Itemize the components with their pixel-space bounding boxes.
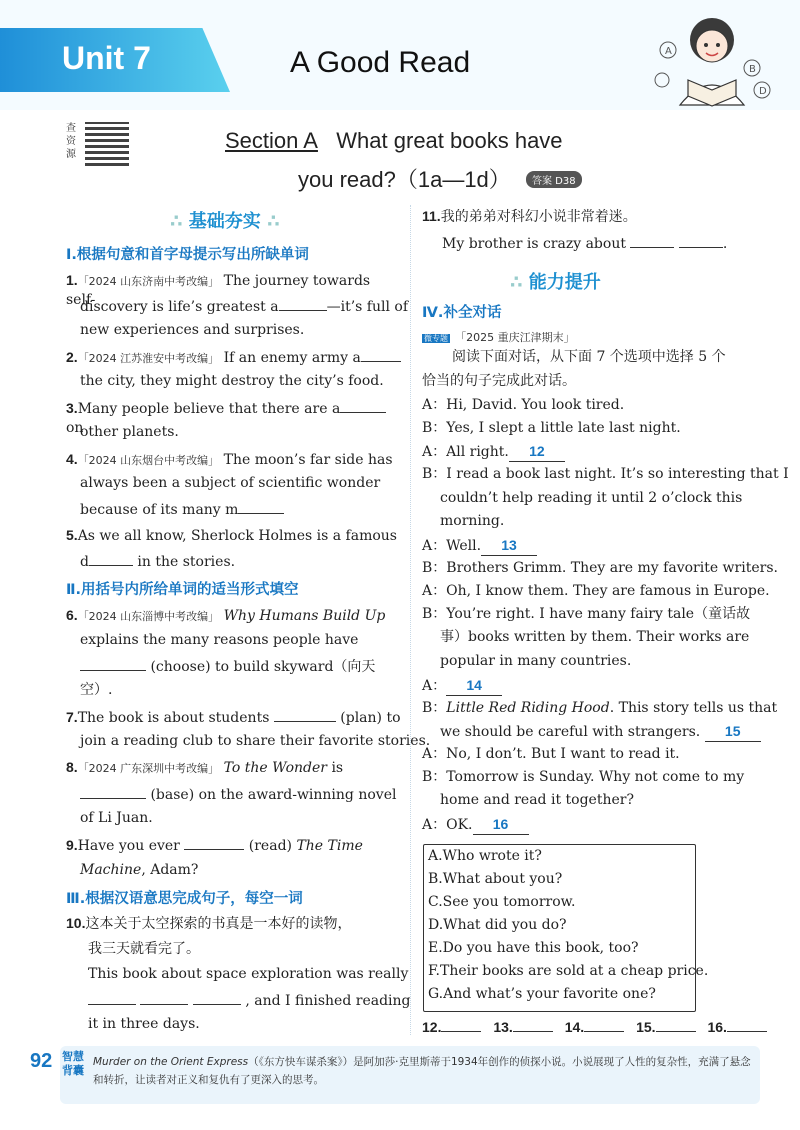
question-8-line3: of Li Juan. [80,810,153,826]
dialog-line-3: A：All right. 12 [422,442,565,462]
section-subtitle-1: What great books have [336,128,563,153]
section-label: Section A [225,128,318,153]
part4-intro-1: 阅读下面对话，从下面 7 个选项中选择 5 个 [452,349,726,365]
question-7: 7.The book is about students (plan) to [66,709,401,726]
question-3-line2: other planets. [80,424,179,440]
dialog-line-8b: 事）books written by them. Their works are [440,629,750,645]
dialog-line-1: A：Hi, David. You look tired. [422,397,625,413]
question-5-line2: d in the stories. [80,551,235,572]
page-title: A Good Read [290,46,471,79]
question-4: 4.「2024 山东烟台中考改编」 The moon’s far side has [66,451,393,468]
dialog-line-9: A： 14 [422,676,502,696]
blank-15[interactable]: 15 [705,722,761,742]
question-6-line2: explains the many reasons people have [80,632,359,648]
dialog-line-8: B：You’re right. I have many fairy tale（童话故 [422,606,751,622]
question-10-line3: This book about space exploration was really [88,966,409,982]
basic-heading: ∴ 基础夯实 ∴ [170,211,280,232]
part1-heading: Ⅰ.根据句意和首字母提示写出所缺单词 [66,247,309,263]
question-6-line3: (choose) to build skyward（向天 [80,656,375,677]
column-divider [410,205,411,1035]
question-1-line3: new experiences and surprises. [80,322,305,338]
answer-blank-16[interactable] [727,1017,767,1032]
question-6: 6.「2024 山东淄博中考改编」 Why Humans Build Up [66,607,386,624]
unit-label: Unit 7 [62,40,151,76]
dialog-line-7: A：Oh, I know them. They are famous in Europe. [422,583,770,599]
part4-source: 微专题 「2025 重庆江津期末」 [424,331,575,344]
blank-14[interactable]: 14 [446,676,502,696]
question-2: 2.「2024 江苏淮安中考改编」 If an enemy army a [66,347,406,368]
option-d: D.What did you do? [428,917,567,933]
blank-16[interactable]: 16 [473,815,529,835]
answer-blank-14[interactable] [584,1017,624,1032]
question-9-line2: Machine, Adam? [80,862,199,878]
question-9: 9.Have you ever (read) The Time [66,837,363,854]
answer-blank-15[interactable] [656,1017,696,1032]
svg-text:D: D [759,86,767,97]
question-2-line2: the city, they might destroy the city’s food. [80,373,384,389]
qr-code-icon[interactable] [85,122,129,166]
dialog-line-5: A：Well. 13 [422,536,537,556]
qr-label: 查资源 [66,123,76,160]
ability-heading: ∴ 能力提升 [510,272,601,293]
question-10-line5: it in three days. [88,1016,200,1032]
option-c: C.See you tomorrow. [428,894,576,910]
option-e: E.Do you have this book, too? [428,940,639,956]
svg-text:A: A [665,46,672,57]
question-1: 1.「2024 山东济南中考改编」 The journey towards self- [66,272,371,308]
answer-row: 12. 13. 14. 15. 16. [422,1017,767,1037]
blank-13[interactable]: 13 [481,536,537,556]
page-number: 92 [30,1050,53,1072]
girl-reading-illustration [640,10,780,110]
question-4-line3: because of its many m [80,499,284,520]
part4-intro-2: 恰当的句子完成此对话。 [422,373,576,389]
option-g: G.And what’s your favorite one? [428,986,656,1002]
dialog-line-4b: couldn’t help reading it until 2 o’clock this [440,490,743,506]
dialog-line-10b: we should be careful with strangers. 15 [440,722,761,742]
question-7-line2: join a reading club to share their favorite stories. [80,733,431,749]
question-10-line4: , and I finished reading [88,990,411,1011]
question-8-line2: (base) on the award-winning novel [80,784,396,805]
dialog-line-12: B：Tomorrow is Sunday. Why not come to my [422,769,745,785]
answer-blank-12[interactable] [441,1017,481,1032]
section-title [225,128,563,154]
dialog-line-4: B：I read a book last night. It’s so interesting that I [422,466,789,482]
option-a: A.Who wrote it? [428,848,542,864]
section-subtitle-2: you read?（1a—1d） [298,167,511,192]
footer-tag: 智慧背囊 [62,1050,84,1077]
question-10: 10.这本关于太空探索的书真是一本好的读物， [66,915,352,932]
option-b: B.What about you? [428,871,563,887]
answer-badge[interactable]: 答案 D38 [526,171,582,188]
dialog-line-12b: home and read it together? [440,792,634,808]
dialog-line-10: B：Little Red Riding Hood. This story tells us that [422,700,778,716]
question-11: 11.我的弟弟对科幻小说非常着迷。 [422,208,637,225]
question-4-line2: always been a subject of scientific wonder [80,475,381,491]
dialog-line-6: B：Brothers Grimm. They are my favorite writers. [422,560,778,576]
svg-text:B: B [749,64,756,75]
dialog-line-8c: popular in many countries. [440,653,632,669]
part3-heading: Ⅲ.根据汉语意思完成句子，每空一词 [66,891,303,907]
question-1-line2: discovery is life’s greatest a —it’s full of [80,296,410,317]
question-3: 3.Many people believe that there are a on [66,398,406,438]
dialog-line-4c: morning. [440,513,505,529]
dialog-line-13: A：OK. 16 [422,815,529,835]
dialog-line-11: A：No, I don’t. But I want to read it. [422,746,680,762]
footer-text: Murder on the Orient Express（《东方快车谋杀案》）是阿加莎·克里斯蒂于1934年创作的侦探小说。小说展现了人性的复杂性，充满了悬念和转折，让读者对正义和复仇有了更深入的思考。 [93,1056,751,1086]
question-11-line2: My brother is crazy about . [442,233,727,254]
dialog-line-2: B：Yes, I slept a little late last night. [422,420,681,436]
question-5: 5.As we all know, Sherlock Holmes is a famous [66,527,397,544]
option-f: F.Their books are sold at a cheap price. [428,963,709,979]
question-8: 8.「2024 广东深圳中考改编」 To the Wonder is [66,759,344,776]
part2-heading: Ⅱ.用括号内所给单词的适当形式填空 [66,582,299,598]
blank-12[interactable]: 12 [509,442,565,462]
part4-heading: Ⅳ.补全对话 [422,305,502,321]
question-10-line2: 我三天就看完了。 [88,941,200,957]
answer-blank-13[interactable] [513,1017,553,1032]
question-6-line4: 空）. [80,682,113,698]
